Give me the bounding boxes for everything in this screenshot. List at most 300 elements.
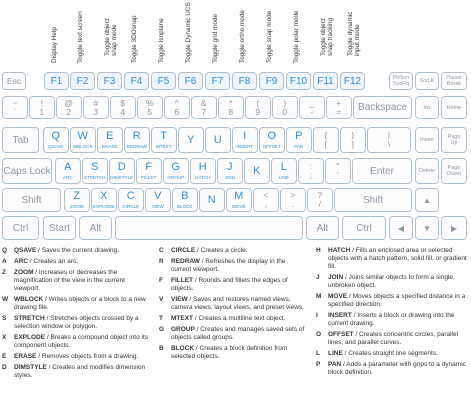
legend-command-description: / Inserts a block or drawing into the current drawing. [328,312,455,327]
key-symbol: 5 [147,106,153,117]
key-command: JOIN [224,175,235,180]
key-number-8[interactable] [218,96,244,119]
key-shift-left[interactable] [2,188,61,212]
legend-description [14,364,150,380]
key-label: F4 [130,75,143,87]
legend-command-description: / Writes objects or a block to a new drawing file. [14,296,146,311]
fkey-description-f12 [342,0,364,70]
legend-command-description: / Creates concentric circles, parallel lines, and parallel curves. [328,331,459,346]
legend-key-letter: H [316,247,321,254]
legend-item [316,247,469,271]
legend-description [171,315,286,323]
key-j[interactable] [217,158,243,184]
legend-command-description: / Refreshes the display in the current viewport. [171,258,286,273]
legend-command: DIMSTYLE [14,364,47,371]
legend-command-description: / Saves and restores named views, camera views, layout views, and preset views. [171,296,304,311]
key-shift-symbol: @ [64,97,74,108]
key-home[interactable] [441,96,467,119]
legend-item [316,274,469,290]
key-letter: X [100,190,108,202]
key-number-0[interactable] [2,96,28,119]
key-letter: H [198,161,207,173]
key-symbol: \ [387,139,391,149]
legend-item [159,315,305,323]
key-label: Ctrl [12,222,29,234]
key-symbol: ; [309,170,312,180]
key-w[interactable] [70,127,96,153]
key-b[interactable] [172,188,198,212]
legend-command: QSAVE [14,247,37,254]
legend-command-description: / Creates a circle. [195,247,248,254]
key-punct-z-2[interactable] [307,188,333,212]
key-shift-symbol: & [200,97,207,108]
key-shift-symbol: : [309,161,312,171]
legend-command: JOIN [328,274,344,281]
fkey-description-f11 [315,0,337,70]
legend-description [328,247,469,271]
key-letter: S [91,161,99,173]
key-label: Page Up [447,134,461,146]
legend-command-description: / Saves the current drawing. [36,247,120,254]
key-f8[interactable] [232,72,257,90]
key-letter: D [117,161,126,173]
fkey-description-f5 [153,0,175,70]
key-label: Alt [316,222,329,234]
key-punct-z-1[interactable] [280,188,306,212]
key-label: F12 [343,75,362,87]
key-command: CIRCLE [122,204,140,209]
legend-description [328,293,469,309]
key-bracket-1[interactable] [340,127,366,153]
key-f9[interactable] [259,72,284,90]
legend-command-description: / Joins similar objects to form a single, unbroken object. [328,274,455,289]
key-a[interactable] [55,158,81,184]
key-number-12[interactable] [326,96,352,119]
key-command: WBLOCK [72,144,93,149]
key-label: F8 [238,75,251,87]
key-number-1[interactable] [29,96,55,119]
fkey-description-text: Toggle Dynamic UCS [185,2,192,63]
legend-key-letter: O [316,331,322,338]
legend-description [328,361,469,377]
key-shift-symbol: ) [283,97,287,108]
legend-col3 [316,247,469,380]
legend-command: LINE [328,350,343,357]
legend-command: MTEXT [171,315,194,322]
legend-command: HATCH [328,247,351,254]
key-command: ARC [62,175,73,180]
key-insert[interactable] [415,127,439,153]
legend-command: ERASE [14,353,37,360]
key-shift-symbol: " [336,161,340,171]
fkey-description-f10 [288,0,310,70]
legend-key-letter: S [2,315,7,322]
key-bracket-2[interactable] [367,127,411,153]
legend-key-letter: R [159,258,164,265]
key-alt-right[interactable] [306,216,339,240]
legend-command: WBLOCK [14,296,44,303]
key-shift-symbol: { [324,130,328,140]
key-arrow-up[interactable] [415,188,439,212]
fkey-description-text: Toggle dynamic input mode [347,11,361,56]
legend-item [159,258,305,274]
legend-command: MOVE [328,293,348,300]
key-letter: T [160,130,168,142]
key-shift-symbol: > [290,190,296,200]
legend-command-description: / Rounds and fillets the edges of objects. [171,277,288,292]
key-start[interactable] [43,216,76,240]
key-symbol: 3 [93,106,99,117]
legend-description [171,296,305,312]
fkey-description-text: Toggle object snap mode [104,18,118,56]
key-command: ZOOM [69,204,84,209]
key-capslock[interactable] [2,158,52,184]
fkey-description-text: Toggle polar mode [293,10,300,63]
key-label: Ins [423,104,431,111]
key-space[interactable] [115,216,303,240]
legend-description [171,247,248,255]
fkey-description-text: Display Help [51,27,58,63]
key-symbol: . [291,199,294,209]
key-f3[interactable] [97,72,122,90]
key-shift-symbol: * [229,97,233,108]
legend-item [2,364,150,380]
legend-item [2,296,150,312]
key-symbol: 4 [120,106,126,117]
key-f11[interactable] [313,72,338,90]
legend-description [14,296,150,312]
key-f4[interactable] [124,72,149,90]
key-label: ScrLK [419,78,435,84]
legend-col1 [2,247,150,383]
legend-item [159,277,305,293]
key-l[interactable] [271,158,297,184]
arrow-up-icon: ▲ [423,195,431,205]
key-s[interactable] [82,158,108,184]
legend-item [2,315,150,331]
key-bracket-0[interactable] [313,127,339,153]
key-letter: F [145,161,153,173]
key-arrow-right[interactable] [441,216,467,240]
key-shift-symbol: ( [256,97,260,108]
legend-description [171,326,305,342]
key-letter: P [295,130,303,142]
legend-command-description: / Creates and modifies dimension styles. [14,364,146,379]
key-shift-symbol: ^ [174,97,179,108]
key-label: Start [48,222,71,234]
key-command: MTEXT [155,144,172,149]
key-symbol: 1 [39,106,45,117]
key-backspace[interactable] [353,96,412,119]
key-r[interactable] [124,127,150,153]
legend-item [316,331,469,347]
legend-description [328,331,469,347]
legend-key-letter: T [159,315,163,322]
key-symbol: [ [324,139,327,149]
legend-item [2,269,150,293]
key-punct-a-0[interactable] [298,158,324,184]
key-number-6[interactable] [164,96,190,119]
key-shift-right[interactable] [334,188,412,212]
key-number-11[interactable] [299,96,325,119]
legend-command: STRETCH [14,315,45,322]
key-letter: B [181,190,189,202]
key-command: FILLET [141,175,157,180]
arrow-left-icon: ◀ [397,223,405,233]
fkey-description-text: Toggle grid mode [212,13,219,63]
fkey-description-f9 [261,0,283,70]
key-command: BLOCK [176,204,193,209]
key-c[interactable] [118,188,144,212]
key-command: PAN [294,144,304,149]
key-letter: L [280,161,287,173]
key-shift-symbol: # [93,97,99,108]
legend-command: BLOCK [171,345,195,352]
arrow-down-icon: ▼ [423,223,431,233]
legend-command: REDRAW [171,258,200,265]
key-label: F5 [157,75,170,87]
key-letter: U [213,133,222,146]
key-label: Delete [419,168,435,174]
key-command: DIMSTYLE [110,175,134,180]
key-f7[interactable] [205,72,230,90]
key-alt-left[interactable] [79,216,112,240]
legend-key-letter: E [2,353,7,360]
key-y[interactable] [178,127,204,153]
key-f[interactable] [136,158,162,184]
key-k[interactable] [244,158,270,184]
key-label: F3 [103,75,116,87]
key-command: HATCH [195,175,211,180]
key-number-4[interactable] [110,96,136,119]
key-symbol: 6 [174,106,180,117]
key-label: Page Down [446,165,462,177]
legend-command: EXPLODE [14,334,46,341]
key-command: REDRAW [126,144,147,149]
key-symbol: 7 [201,106,207,117]
key-command: ERASE [101,144,118,149]
legend-command-description: / Stretches objects crossed by a selection window or polygon. [14,315,139,330]
key-letter: C [126,190,135,202]
fkey-description-f8 [234,0,256,70]
key-label: Alt [89,222,102,234]
key-symbol: 2 [66,106,72,117]
legend-command-description: / Creates straight line segments. [342,350,438,357]
key-z[interactable] [64,188,90,212]
key-symbol: / [318,199,321,209]
key-label: Shift [362,194,383,206]
key-f10[interactable] [286,72,311,90]
key-q[interactable] [43,127,69,153]
legend-command-description: / Creates a block definition from selected objects. [171,345,288,360]
key-letter: W [77,130,88,142]
key-f2[interactable] [70,72,95,90]
key-letter: I [243,130,247,142]
key-punct-z-0[interactable] [253,188,279,212]
arrow-right-icon: ▶ [450,223,458,233]
legend-key-letter: W [2,296,9,303]
key-f6[interactable] [178,72,203,90]
key-tab[interactable] [2,127,39,153]
key-symbol: 8 [228,106,234,117]
key-letter: Z [73,190,81,202]
key-shift-symbol: | [387,130,391,140]
legend-command-description: / Creates and manages saved sets of objects called groups. [171,326,305,341]
key-g[interactable] [163,158,189,184]
legend-command-description: / Breaks a compound object into its component objects. [14,334,149,349]
fkey-description-f4 [126,0,148,70]
key-number-3[interactable] [83,96,109,119]
fkey-description-f3 [99,0,121,70]
key-number-9[interactable] [245,96,271,119]
key-label: Enter [370,165,394,177]
fkey-description-text: Toggle 3DOsnap [131,15,138,63]
key-number-5[interactable] [137,96,163,119]
key-ctrl-right[interactable] [342,216,386,240]
key-punct-a-1[interactable] [325,158,351,184]
legend-description [14,269,150,293]
key-symbol: , [264,199,267,209]
key-i[interactable] [232,127,258,153]
legend-item [2,353,150,361]
key-f12[interactable] [340,72,365,90]
legend-command: ZOOM [14,269,34,276]
legend-key-letter: J [316,274,320,281]
legend-description [171,258,305,274]
key-t[interactable] [151,127,177,153]
fkey-description-text: Toggle text screen [77,11,84,63]
key-p[interactable] [286,127,312,153]
key-pause[interactable] [441,72,467,90]
key-shift-symbol: ! [40,97,43,108]
legend-key-letter: L [316,350,320,357]
key-letter: Q [51,130,61,142]
key-f1[interactable] [44,72,69,90]
key-label: Caps Lock [3,165,51,177]
legend-key-letter: B [159,345,164,352]
key-number-2[interactable] [56,96,82,119]
key-label: F6 [184,75,197,87]
key-x[interactable] [91,188,117,212]
fkey-description-f2 [72,0,94,70]
legend-item [159,326,305,342]
key-delete[interactable] [415,158,439,184]
legend-command-description: / Removes objects from a drawing. [36,353,139,360]
legend-key-letter: V [159,296,164,303]
key-label: F2 [76,75,89,87]
legend-command-description: / Adds a parameter with grips to a dynamic block definition. [328,361,466,376]
key-label: F9 [265,75,278,87]
key-scrlk[interactable] [415,72,439,90]
key-symbol: 9 [255,106,261,117]
legend-item [159,296,305,312]
key-label: Esc [6,75,22,86]
key-command: LINE [278,175,289,180]
key-shift-symbol: < [263,190,269,200]
fkey-description-f1 [46,0,68,70]
legend-command-description: / Creates an arc. [28,258,78,265]
key-command: STRETCH [83,175,106,180]
key-arrow-down[interactable] [415,216,439,240]
legend-command: VIEW [171,296,188,303]
key-e[interactable] [97,127,123,153]
key-letter: R [132,130,141,142]
legend-description [328,350,438,358]
legend-description [14,353,138,361]
legend-key-letter: Q [2,247,8,254]
key-u[interactable] [205,127,231,153]
key-pageup[interactable] [441,127,467,153]
legend-command: PAN [328,361,342,368]
key-letter: A [64,161,72,173]
fkey-description-f7 [207,0,229,70]
legend-command-description: / Increases or decreases the magnification of the view in the current viewport. [14,269,125,292]
key-o[interactable] [259,127,285,153]
key-symbol: ' [336,170,339,180]
fkey-description-f6 [180,0,202,70]
key-ctrl-left[interactable] [2,216,39,240]
legend-item [316,361,469,377]
key-v[interactable] [145,188,171,212]
key-label: F1 [50,75,63,87]
key-h[interactable] [190,158,216,184]
key-enter[interactable] [352,158,412,184]
legend-description [328,312,469,328]
key-ins[interactable] [415,96,439,119]
key-pagedown[interactable] [441,158,467,184]
key-n[interactable] [199,188,225,212]
key-m[interactable] [226,188,252,212]
key-symbol: 0 [282,106,288,117]
legend-item [159,247,305,255]
key-f5[interactable] [151,72,176,90]
key-esc[interactable] [2,72,26,90]
key-number-10[interactable] [272,96,298,119]
legend-key-letter: X [2,334,7,341]
key-label: Backspace [358,102,407,113]
key-label: Tab [12,134,29,146]
legend-item [2,258,150,266]
key-shift-symbol: ~ [12,97,18,108]
key-shift-symbol: + [336,97,342,108]
legend-item [2,334,150,350]
legend-command: CIRCLE [171,247,196,254]
key-arrow-left[interactable] [389,216,413,240]
legend-key-letter: G [159,326,165,333]
key-label: Pause Break [446,75,462,87]
key-shift-symbol: $ [120,97,126,108]
legend-description [328,274,469,290]
key-label: Shift [21,194,42,206]
key-letter: M [234,190,244,202]
key-label: Insert [420,137,434,143]
key-symbol: ` [13,106,17,117]
legend-description [14,258,78,266]
legend-key-letter: M [316,293,322,300]
key-label: F10 [289,75,308,87]
key-command: OFFSET [262,144,281,149]
key-symbol: = [336,106,342,117]
legend-key-letter: C [159,247,164,254]
fkey-description-text: Toggle Isoplane [158,18,165,63]
key-symbol: - [310,106,314,117]
key-prtscn[interactable] [389,72,413,90]
key-number-7[interactable] [191,96,217,119]
key-d[interactable] [109,158,135,184]
legend-command: OFFSET [328,331,354,338]
key-letter: J [227,161,233,173]
key-command: GROUP [167,175,185,180]
